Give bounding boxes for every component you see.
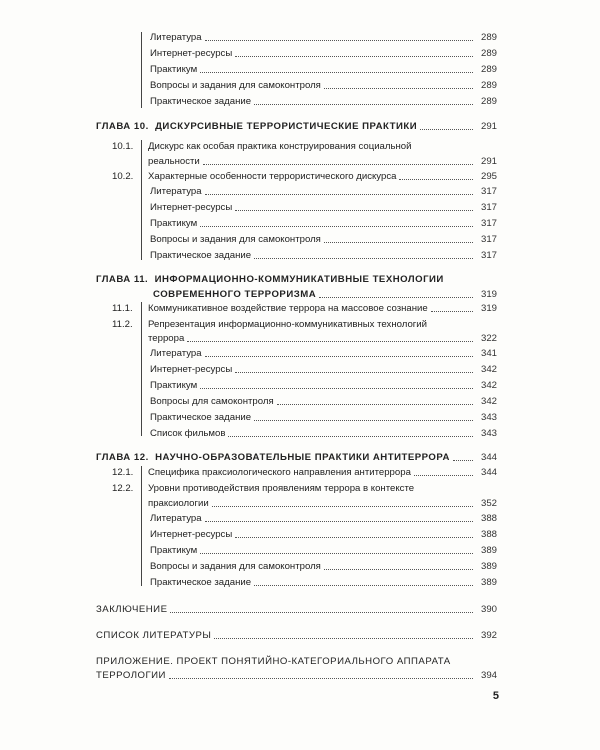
section-number: 12.1. (112, 467, 134, 478)
leader-dots (254, 257, 473, 259)
item-label: Интернет-ресурсы (150, 529, 233, 540)
page-ref: 389 (480, 577, 497, 588)
appendix-title-line2: ТЕРРОЛОГИИ (96, 670, 166, 681)
page-ref: 289 (480, 32, 497, 43)
item-label: Литература (150, 513, 202, 524)
leader-dots (205, 39, 473, 41)
item-label: Литература (150, 32, 202, 43)
item-label: СПИСОК ЛИТЕРАТУРЫ (96, 630, 212, 641)
toc-item[interactable] (150, 250, 497, 261)
page-number: 5 (492, 690, 499, 702)
section-11-1[interactable] (112, 303, 497, 314)
item-label: Интернет-ресурсы (150, 48, 233, 59)
indent-rule (141, 140, 142, 260)
toc-item[interactable] (150, 48, 497, 59)
item-label: Практическое задание (150, 96, 252, 107)
section-number: 11.2. (112, 319, 133, 330)
page-ref: 317 (480, 250, 497, 261)
leader-dots (235, 209, 473, 211)
section-title-line2: реальности (148, 156, 200, 167)
page-ref: 289 (480, 96, 497, 107)
item-label: Практикум (150, 64, 198, 75)
conclusion-entry[interactable] (96, 604, 497, 615)
section-number: 12.2. (112, 483, 134, 494)
section-title-line2: террора (148, 333, 185, 344)
chapter-11-heading[interactable] (96, 274, 497, 285)
leader-dots (187, 340, 473, 342)
appendix-entry[interactable] (96, 656, 497, 667)
leader-dots (205, 355, 473, 357)
page-ref: 390 (480, 604, 497, 615)
chapter-12-heading[interactable] (96, 452, 497, 463)
leader-dots (200, 225, 473, 227)
leader-dots (319, 296, 473, 298)
leader-dots (200, 71, 473, 73)
toc-item[interactable] (150, 577, 497, 588)
toc-item[interactable] (150, 96, 497, 107)
section-12-1[interactable] (112, 467, 497, 478)
leader-dots (324, 87, 473, 89)
section-title: Специфика праксиологического направления антитеррора (148, 467, 411, 478)
toc-item[interactable] (150, 80, 497, 91)
item-label: Список фильмов (150, 428, 226, 439)
toc-item[interactable] (150, 428, 497, 439)
page-ref: 317 (480, 218, 497, 229)
page-ref: 342 (480, 380, 497, 391)
page-ref: 388 (480, 529, 497, 540)
leader-dots (420, 128, 473, 130)
toc-item[interactable] (150, 186, 497, 197)
item-label: Практическое задание (150, 577, 252, 588)
toc-item[interactable] (150, 513, 497, 524)
chapter-prefix: ГЛАВА 10. (96, 121, 149, 132)
leader-dots (200, 552, 473, 554)
page-ref: 289 (480, 64, 497, 75)
indent-rule (141, 32, 142, 108)
page-ref: 317 (480, 186, 497, 197)
section-12-2-cont (148, 498, 497, 509)
page-ref: 389 (480, 545, 497, 556)
section-11-2-cont (148, 333, 497, 344)
section-title-line1: Уровни противодействия проявлениям террора в контексте (148, 483, 415, 494)
page-ref: 394 (480, 670, 497, 681)
chapter-title-line1: ИНФОРМАЦИОННО-КОММУНИКАТИВНЫЕ ТЕХНОЛОГИИ (154, 274, 444, 285)
item-label: Литература (150, 186, 202, 197)
leader-dots (277, 403, 473, 405)
toc-item[interactable] (150, 545, 497, 556)
leader-dots (453, 459, 473, 461)
page-ref: 289 (480, 48, 497, 59)
toc-item[interactable] (150, 561, 497, 572)
item-label: Практикум (150, 545, 198, 556)
page-ref: 289 (480, 80, 497, 91)
leader-dots (324, 568, 473, 570)
section-title: Характерные особенности террористического дискурса (148, 171, 397, 182)
section-title: Коммуникативное воздействие террора на массовое сознание (148, 303, 428, 314)
page-ref: 291 (480, 121, 497, 132)
leader-dots (203, 163, 473, 165)
leader-dots (212, 505, 473, 507)
leader-dots (170, 611, 473, 613)
leader-dots (414, 474, 473, 476)
section-12-2[interactable] (112, 483, 497, 494)
item-label: Практическое задание (150, 250, 252, 261)
toc-item[interactable] (150, 396, 497, 407)
page-ref: 295 (480, 171, 497, 182)
leader-dots (431, 310, 473, 312)
chapter-10-heading[interactable] (96, 121, 497, 132)
leader-dots (214, 637, 473, 639)
toc-item[interactable] (150, 529, 497, 540)
leader-dots (254, 419, 473, 421)
page-ref: 344 (480, 452, 497, 463)
item-label: Литература (150, 348, 202, 359)
chapter-title: ДИСКУРСИВНЫЕ ТЕРРОРИСТИЧЕСКИЕ ПРАКТИКИ (155, 121, 418, 132)
toc-item[interactable] (150, 202, 497, 213)
item-label: ЗАКЛЮЧЕНИЕ (96, 604, 168, 615)
chapter-prefix: ГЛАВА 12. (96, 452, 149, 463)
references-entry[interactable] (96, 630, 497, 641)
page-ref: 352 (480, 498, 497, 509)
item-label: Вопросы для самоконтроля (150, 396, 274, 407)
item-label: Вопросы и задания для самоконтроля (150, 561, 321, 572)
section-title-line1: Репрезентация информационно-коммуникативных технологий (148, 319, 428, 330)
section-number: 10.2. (112, 171, 134, 182)
item-label: Практикум (150, 218, 198, 229)
section-title-line2: праксиологии (148, 498, 209, 509)
page-ref: 319 (480, 289, 497, 300)
page-ref: 341 (480, 348, 497, 359)
chapter-title-line2: СОВРЕМЕННОГО ТЕРРОРИЗМА (153, 289, 317, 300)
toc-item[interactable] (150, 32, 497, 43)
item-label: Вопросы и задания для самоконтроля (150, 234, 321, 245)
chapter-prefix: ГЛАВА 11. (96, 274, 149, 285)
page-ref: 317 (480, 234, 497, 245)
toc-item[interactable] (150, 348, 497, 359)
leader-dots (205, 193, 473, 195)
item-label: Вопросы и задания для самоконтроля (150, 80, 321, 91)
leader-dots (254, 103, 473, 105)
toc-item[interactable] (150, 64, 497, 75)
item-label: Интернет-ресурсы (150, 202, 233, 213)
section-10-2[interactable] (112, 171, 497, 182)
leader-dots (324, 241, 473, 243)
page-ref: 319 (480, 303, 497, 314)
appendix-title-line1: ПРИЛОЖЕНИЕ. ПРОЕКТ ПОНЯТИЙНО-КАТЕГОРИАЛЬНОГО АППАРАТА (96, 656, 451, 667)
page-ref: 291 (480, 156, 497, 167)
toc-item[interactable] (150, 380, 497, 391)
chapter-11-heading-cont (153, 289, 497, 300)
section-title-line1: Дискурс как особая практика конструирования социальной (148, 141, 412, 152)
leader-dots (235, 371, 473, 373)
page-ref: 389 (480, 561, 497, 572)
page-ref: 342 (480, 396, 497, 407)
section-10-1-cont (148, 156, 497, 167)
toc-item[interactable] (150, 364, 497, 375)
toc-item[interactable] (150, 412, 497, 423)
page-ref: 344 (480, 467, 497, 478)
leader-dots (205, 520, 473, 522)
item-label: Практикум (150, 380, 198, 391)
page-ref: 343 (480, 412, 497, 423)
page-ref: 317 (480, 202, 497, 213)
leader-dots (235, 55, 473, 57)
item-label: Практическое задание (150, 412, 252, 423)
page-ref: 392 (480, 630, 497, 641)
page-ref: 343 (480, 428, 497, 439)
leader-dots (235, 536, 473, 538)
page-ref: 388 (480, 513, 497, 524)
page-ref: 342 (480, 364, 497, 375)
leader-dots (228, 435, 473, 437)
section-11-2[interactable] (112, 319, 497, 330)
toc-item[interactable] (150, 218, 497, 229)
leader-dots (399, 178, 473, 180)
leader-dots (200, 387, 473, 389)
chapter-title: НАУЧНО-ОБРАЗОВАТЕЛЬНЫЕ ПРАКТИКИ АНТИТЕРРОРА (155, 452, 450, 463)
page-ref: 322 (480, 333, 497, 344)
leader-dots (254, 584, 473, 586)
toc-item[interactable] (150, 234, 497, 245)
item-label: Интернет-ресурсы (150, 364, 233, 375)
section-10-1[interactable] (112, 141, 497, 152)
leader-dots (169, 677, 473, 679)
section-number: 10.1. (112, 141, 134, 152)
appendix-entry-cont (96, 670, 497, 681)
section-number: 11.1. (112, 303, 133, 314)
